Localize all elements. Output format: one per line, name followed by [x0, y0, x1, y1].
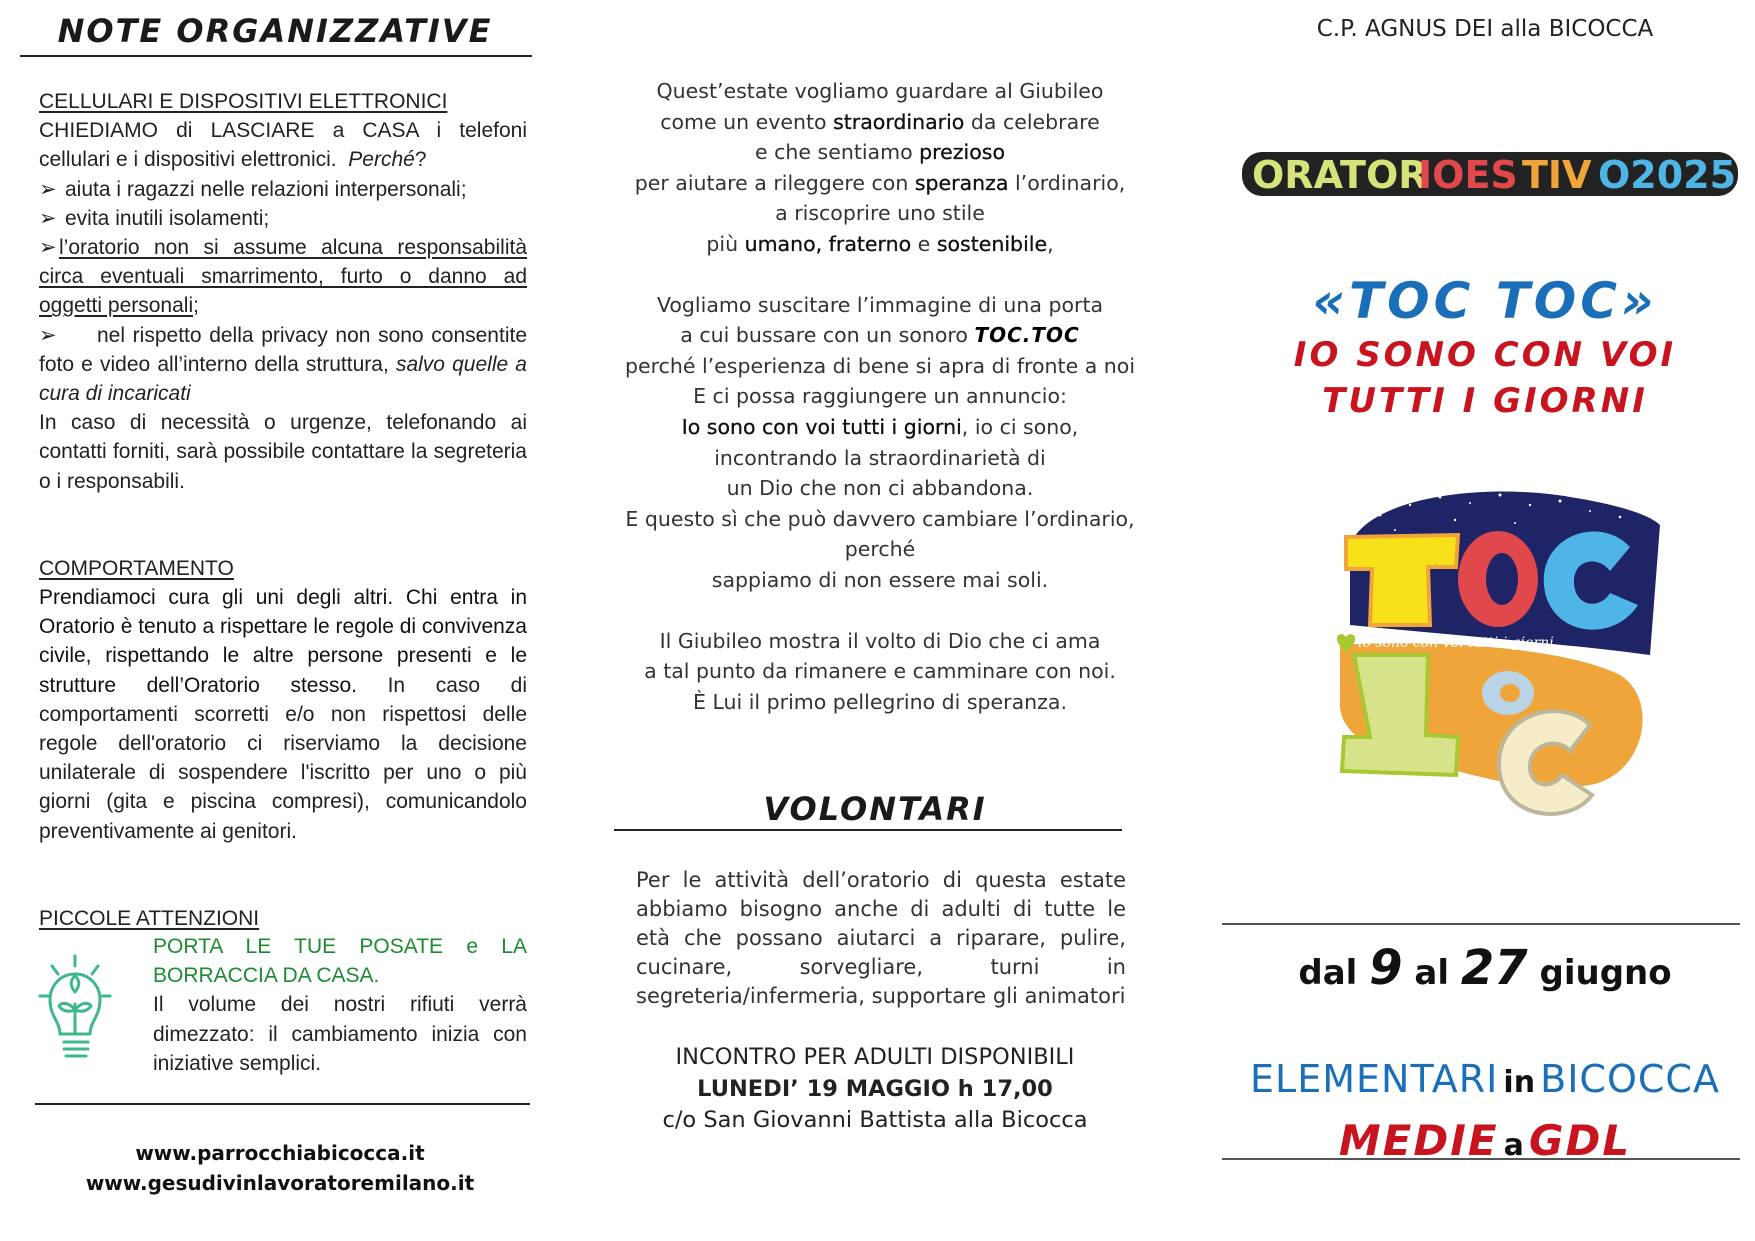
meeting-title: INCONTRO PER ADULTI DISPONIBILI [675, 1044, 1075, 1070]
jubilee-text [610, 76, 1150, 717]
jubilee-line: Io sono con voi tutti i giorni, io ci sono, [681, 414, 1079, 439]
location-medie: MEDIE a GDL [1338, 1116, 1632, 1165]
start-day: 9 [1369, 940, 1403, 996]
notes-column [39, 87, 527, 933]
logo-script-text: io sono con voi tutti i giorni [1358, 635, 1554, 651]
arrow-bullet-icon: ➢ [39, 206, 57, 230]
jubilee-line: E questo sì che può davvero cambiare l’ordinario, perché [625, 506, 1135, 562]
volontari-divider [614, 829, 1122, 831]
bullet-item: ➢ nel rispetto della privacy non sono consentite foto e video all’interno della struttura, salvo quelle a cura di incaricati [39, 321, 527, 409]
jubilee-line: perché l’esperienza di bene si apra di fronte a noi [624, 353, 1136, 378]
posate-borraccia-highlight: PORTA LE TUE POSATE e LA BORRACCIA DA CASA. [153, 935, 527, 988]
website-link-gesudivinlavoratore[interactable]: www.gesudivinlavoratoremilano.it [85, 1171, 475, 1195]
jubilee-line: a riscoprire uno stile [775, 201, 985, 226]
section-title-volontari: VOLONTARI [763, 790, 987, 828]
parish-name: C.P. AGNUS DEI alla BICOCCA [1316, 16, 1654, 42]
websites [30, 1138, 530, 1198]
jubilee-line: Quest’estate vogliamo guardare al Giubileo [656, 79, 1104, 103]
jubilee-line: un Dio che non ci abbandona. [726, 476, 1034, 501]
jubilee-line: Vogliamo suscitare l’immagine di una porta [656, 292, 1104, 317]
locations-bottom-divider [1222, 1158, 1740, 1160]
svg-text:O2025: O2025 [1598, 153, 1737, 197]
jubilee-line: per aiutare a rileggere con speranza l’ordinario, [634, 170, 1126, 195]
bullet-item: ➢ aiuta i ragazzi nelle relazioni interpersonali; [39, 175, 527, 204]
volontari-text: Per le attività dell’oratorio di questa estate abbiamo bisogno anche di adulti di tutte le età che possano aiutarci a riparare, pulire, cucinare, sorvegliare, turni in segreteria/infermeria, supportare gli animatori [636, 868, 1126, 1008]
lightbulb-plant-icon [36, 952, 114, 1067]
location-elementari: ELEMENTARI in BICOCCA [1250, 1057, 1720, 1101]
jubilee-line: È Lui il primo pellegrino di speranza. [693, 689, 1067, 714]
heading-cellulari: CELLULARI E DISPOSITIVI ELETTRONICI [39, 90, 448, 113]
title-divider [20, 55, 532, 57]
jubilee-line: e che sentiamo prezioso [755, 140, 1005, 165]
footer-divider [35, 1103, 530, 1105]
oratorio-estivo-2025-logo [1240, 148, 1740, 200]
toc-toc-word: TOC.TOC [974, 323, 1080, 348]
comportamento-text: Prendiamoci cura gli uni degli altri. Chi entra in Oratorio è tenuto a rispettare le regole di convivenza civile, rispettando le altre persone presenti e le strutture dell’Oratorio stesso. In caso di comportamenti scorretti e/o non rispettosi delle regole dell'oratorio ci riserviamo la decisione unilaterale di sospendere l'iscritto per uno o più giorni (gita e piscina compresi), comunicandolo preventivamente ai genitori. [39, 586, 527, 843]
tagline-main: «TOC TOC» [1312, 272, 1658, 330]
section-title-note-organizzative: NOTE ORGANIZZATIVE [57, 12, 493, 50]
toc-toc-tagline [1230, 270, 1740, 424]
svg-text:ORATOR: ORATOR [1252, 153, 1428, 197]
heading-comportamento: COMPORTAMENTO [39, 556, 234, 580]
jubilee-line: a tal punto da rimanere e camminare con noi. [644, 659, 1116, 684]
jubilee-line: sappiamo di non essere mai soli. [711, 567, 1049, 592]
toc-toc-illustration [1330, 475, 1670, 835]
jubilee-line: a cui bussare con un sonoro TOC.TOC [680, 323, 1080, 348]
piccole-attenzioni-text [153, 932, 527, 1078]
jubilee-line: come un evento straordinario da celebrare [660, 109, 1100, 134]
heading-piccole-attenzioni: PICCOLE ATTENZIONI [39, 906, 260, 930]
rifiuti-text: Il volume dei nostri rifiuti verrà dimezzato: il cambiamento inizia con iniziative semplici. [153, 993, 527, 1075]
emergency-note: In caso di necessità o urgenze, telefonando ai contatti forniti, sarà possibile contattare la segreteria o i responsabili. [39, 411, 527, 493]
jubilee-line: più umano, fraterno e sostenibile, [706, 231, 1054, 256]
website-link-parrocchia[interactable]: www.parrocchiabicocca.it [135, 1141, 425, 1165]
jubilee-line: incontrando la straordinarietà di [714, 445, 1046, 470]
dates-top-divider [1222, 923, 1740, 925]
arrow-bullet-icon: ➢ [39, 177, 57, 201]
svg-text:TIV: TIV [1522, 153, 1592, 197]
cellulari-intro: CHIEDIAMO di LASCIARE a CASA i telefoni cellulari e i dispositivi elettronici. Perché? [39, 119, 527, 172]
tagline-sub-1: IO SONO CON VOI [1293, 335, 1677, 375]
end-day: 27 [1460, 940, 1528, 996]
camp-dates: dal 9 al 27 giugno [1298, 940, 1672, 996]
meeting-date: LUNEDI’ 19 MAGGIO h 17,00 [697, 1075, 1053, 1102]
arrow-bullet-icon: ➢ [39, 236, 57, 260]
meeting-info [620, 1042, 1130, 1137]
arrow-bullet-icon: ➢ [39, 323, 57, 347]
bullet-item: ➢ evita inutili isolamenti; [39, 204, 527, 233]
jubilee-line: E ci possa raggiungere un annuncio: [693, 384, 1067, 409]
meeting-place: c/o San Giovanni Battista alla Bicocca [662, 1107, 1088, 1133]
bullet-item: ➢ l’oratorio non si assume alcuna responsabilità circa eventuali smarrimento, furto o danno ad oggetti personali; [39, 233, 527, 321]
svg-text:IOES: IOES [1418, 153, 1518, 197]
tagline-sub-2: TUTTI I GIORNI [1322, 381, 1648, 421]
jubilee-line: Il Giubileo mostra il volto di Dio che ci ama [659, 628, 1101, 653]
